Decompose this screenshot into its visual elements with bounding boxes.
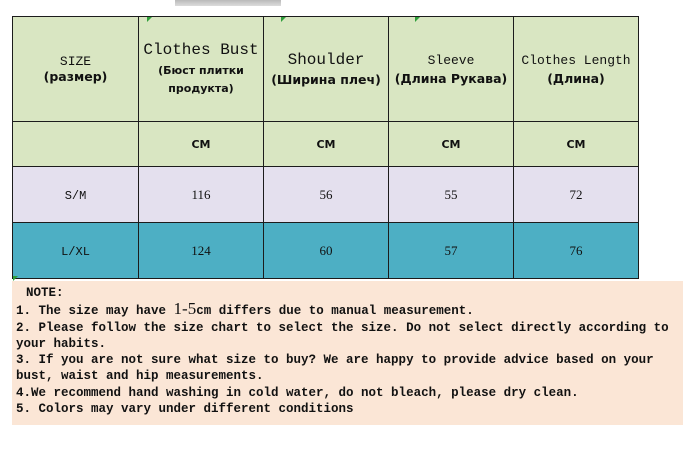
value-cell: [264, 223, 389, 279]
size-chart-table: [12, 16, 639, 279]
note-line-2: 2. Please follow the size chart to select the size. Do not select directly according to your habits.: [16, 320, 677, 351]
header-bust-main: Clothes Bust: [143, 40, 259, 59]
sleeve-value: 57: [444, 242, 458, 258]
unit-cell: [264, 122, 389, 167]
header-shoulder-sub: (Ширина плеч): [271, 72, 381, 87]
bust-value: 116: [191, 186, 211, 202]
header-size-sub: (размер): [43, 69, 108, 84]
table-row-sm: [13, 167, 639, 223]
note-line-5: 5. Colors may vary under different conditions: [16, 402, 354, 417]
header-bust-cell: [139, 17, 264, 122]
unit-shoulder: CM: [316, 138, 336, 151]
value-cell: [514, 167, 639, 223]
size-label: S/M: [64, 188, 87, 203]
unit-bust: CM: [191, 138, 211, 151]
header-row: [13, 17, 639, 122]
top-image-strip: [175, 0, 281, 6]
bust-value: 124: [191, 242, 211, 258]
note-line-3: 3. If you are not sure what size to buy? We are happy to provide advice based on your bust, waist and hip measurements.: [16, 353, 662, 384]
size-label: L/XL: [61, 244, 90, 259]
header-length-main: Clothes Length: [521, 52, 631, 68]
value-cell: [514, 223, 639, 279]
header-length-cell: [514, 17, 639, 122]
cell-corner-mark: [415, 17, 420, 22]
value-cell: [139, 167, 264, 223]
shoulder-value: 56: [319, 186, 333, 202]
unit-length: CM: [566, 138, 586, 151]
notes-section: [12, 281, 683, 425]
unit-cell: [514, 122, 639, 167]
unit-row: [13, 122, 639, 167]
unit-empty-cell: [13, 122, 139, 167]
header-length-sub: (Длина): [547, 70, 605, 86]
unit-sleeve: CM: [441, 138, 461, 151]
header-size-cell: [13, 17, 139, 122]
value-cell: [389, 167, 514, 223]
note-line-4: 4.We recommend hand washing in cold water, do not bleach, please dry clean.: [16, 385, 579, 400]
size-label-cell: [13, 223, 139, 279]
header-size-main: SIZE: [59, 54, 92, 69]
header-bust-sub: (Бюст плитки продукта): [158, 63, 244, 95]
header-shoulder-cell: [264, 17, 389, 122]
note-1-post: cm differs due to manual measurement.: [196, 304, 474, 319]
sleeve-value: 55: [444, 186, 458, 202]
length-value: 76: [569, 242, 583, 258]
note-line-1: [16, 301, 679, 319]
shoulder-value: 60: [319, 242, 333, 258]
value-cell: [389, 223, 514, 279]
header-shoulder-main: Shoulder: [287, 51, 365, 69]
header-sleeve-main: Sleeve: [427, 52, 475, 68]
length-value: 72: [569, 186, 583, 202]
value-cell: [139, 223, 264, 279]
note-1-pre: 1. The size may have: [16, 304, 174, 319]
value-cell: [264, 167, 389, 223]
unit-cell: [389, 122, 514, 167]
cell-corner-mark: [281, 17, 286, 22]
cell-corner-mark: [147, 17, 152, 22]
notes-title: NOTE:: [26, 286, 64, 300]
header-sleeve-sub: (Длина Рукава): [394, 70, 508, 86]
unit-cell: [139, 122, 264, 167]
size-label-cell: [13, 167, 139, 223]
table-row-lxl: [13, 223, 639, 279]
header-sleeve-cell: [389, 17, 514, 122]
note-1-range: 1-5: [173, 299, 197, 319]
